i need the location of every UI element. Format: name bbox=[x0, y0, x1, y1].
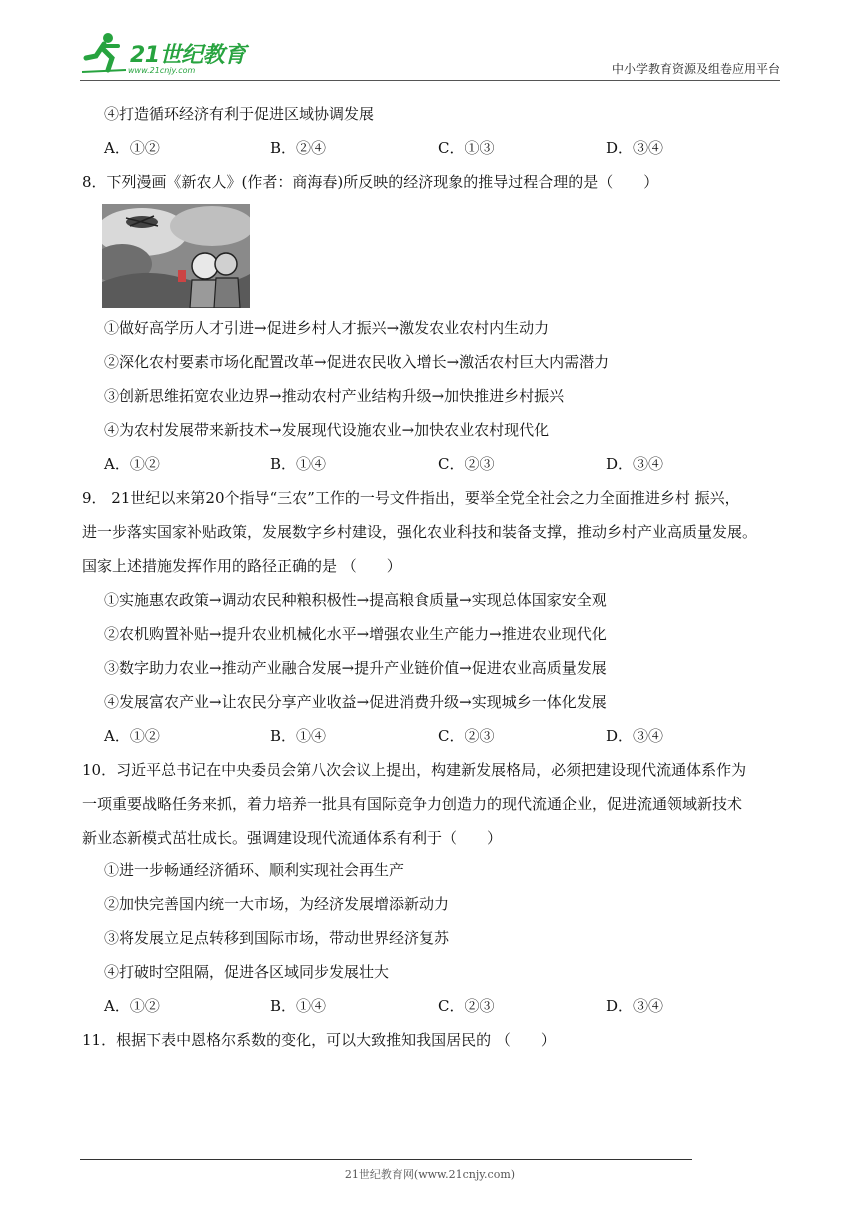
q8-option-d: D．③④ bbox=[606, 455, 664, 473]
q8-item-2: ②深化农村要素市场化配置改革→促进农民收入增长→激活农村巨大内需潜力 bbox=[104, 353, 610, 371]
q11-stem: 11．根据下表中恩格尔系数的变化，可以大致推知我国居民的 （ ） bbox=[82, 1031, 556, 1049]
q9-option-b: B．①④ bbox=[270, 727, 327, 745]
q8-option-b: B．①④ bbox=[270, 455, 327, 473]
logo-url: www.21cnjy.com bbox=[128, 66, 196, 75]
cartoon-image bbox=[102, 204, 250, 308]
q9-option-c: C．②③ bbox=[438, 727, 495, 745]
q10-stem-line-2: 一项重要战略任务来抓，着力培养一批具有国际竞争力创造力的现代流通企业，促进流通领域新技术 bbox=[82, 795, 743, 813]
logo-text: 21世纪教育 bbox=[130, 43, 246, 68]
page-header bbox=[80, 30, 780, 82]
q7-option-d: D．③④ bbox=[606, 139, 664, 157]
q9-item-1: ①实施惠农政策→调动农民种粮积极性→提高粮食质量→实现总体国家安全观 bbox=[104, 591, 607, 609]
q10-option-b: B．①④ bbox=[270, 997, 327, 1015]
q8-option-a: A．①② bbox=[104, 455, 160, 473]
q9-item-2: ②农机购置补贴→提升农业机械化水平→增强农业生产能力→推进农业现代化 bbox=[104, 625, 607, 643]
q9-stem-line-2: 进一步落实国家补贴政策，发展数字乡村建设，强化农业科技和装备支撑，推动乡村产业高质量发展。 bbox=[82, 523, 758, 541]
platform-name: 中小学教育资源及组卷应用平台 bbox=[611, 62, 780, 76]
q9-stem-line-1: 9． 21世纪以来第20个指导“三农”工作的一号文件指出，要举全党全社会之力全面推进乡村 振兴， bbox=[82, 489, 740, 507]
q10-option-d: D．③④ bbox=[606, 997, 664, 1015]
q8-item-1: ①做好高学历人才引进→促进乡村人才振兴→激发农业农村内生动力 bbox=[104, 319, 550, 337]
q8-item-3: ③创新思维拓宽农业边界→推动农村产业结构升级→加快推进乡村振兴 bbox=[104, 387, 565, 405]
header-divider bbox=[80, 80, 780, 81]
page-footer: 21世纪教育网(www.21cnjy.com) bbox=[344, 1168, 516, 1181]
q9-item-3: ③数字助力农业→推动产业融合发展→提升产业链价值→促进农业高质量发展 bbox=[104, 659, 607, 677]
site-logo bbox=[80, 30, 250, 78]
q8-option-c: C．②③ bbox=[438, 455, 495, 473]
q10-option-a: A．①② bbox=[104, 997, 160, 1015]
q10-item-2: ②加快完善国内统一大市场，为经济发展增添新动力 bbox=[104, 895, 450, 913]
q10-stem-line-1: 10．习近平总书记在中央委员会第八次会议上提出，构建新发展格局，必须把建设现代流通体系作为 bbox=[82, 761, 747, 779]
q9-stem-line-3: 国家上述措施发挥作用的路径正确的是 （ ） bbox=[82, 557, 402, 575]
q7-option-a: A．①② bbox=[104, 139, 160, 157]
q8-stem: 8．下列漫画《新农人》(作者：商海春)所反映的经济现象的推导过程合理的是（ ） bbox=[82, 173, 659, 191]
q7-option-b: B．②④ bbox=[270, 139, 327, 157]
footer-divider bbox=[80, 1159, 692, 1160]
q10-item-4: ④打破时空阻隔，促进各区域同步发展壮大 bbox=[104, 963, 390, 981]
q7-option-c: C．①③ bbox=[438, 139, 495, 157]
q9-option-d: D．③④ bbox=[606, 727, 664, 745]
runner-logo-icon bbox=[80, 30, 130, 74]
q10-stem-line-3: 新业态新模式茁壮成长。强调建设现代流通体系有利于（ ） bbox=[82, 829, 503, 847]
q10-item-3: ③将发展立足点转移到国际市场，带动世界经济复苏 bbox=[104, 929, 450, 947]
q10-item-1: ①进一步畅通经济循环、顺利实现社会再生产 bbox=[104, 861, 405, 879]
q9-item-4: ④发展富农产业→让农民分享产业收益→促进消费升级→实现城乡一体化发展 bbox=[104, 693, 607, 711]
q9-option-a: A．①② bbox=[104, 727, 160, 745]
q10-option-c: C．②③ bbox=[438, 997, 495, 1015]
q7-item-4: ④打造循环经济有利于促进区域协调发展 bbox=[104, 105, 375, 123]
q8-item-4: ④为农村发展带来新技术→发展现代设施农业→加快农业农村现代化 bbox=[104, 421, 550, 439]
